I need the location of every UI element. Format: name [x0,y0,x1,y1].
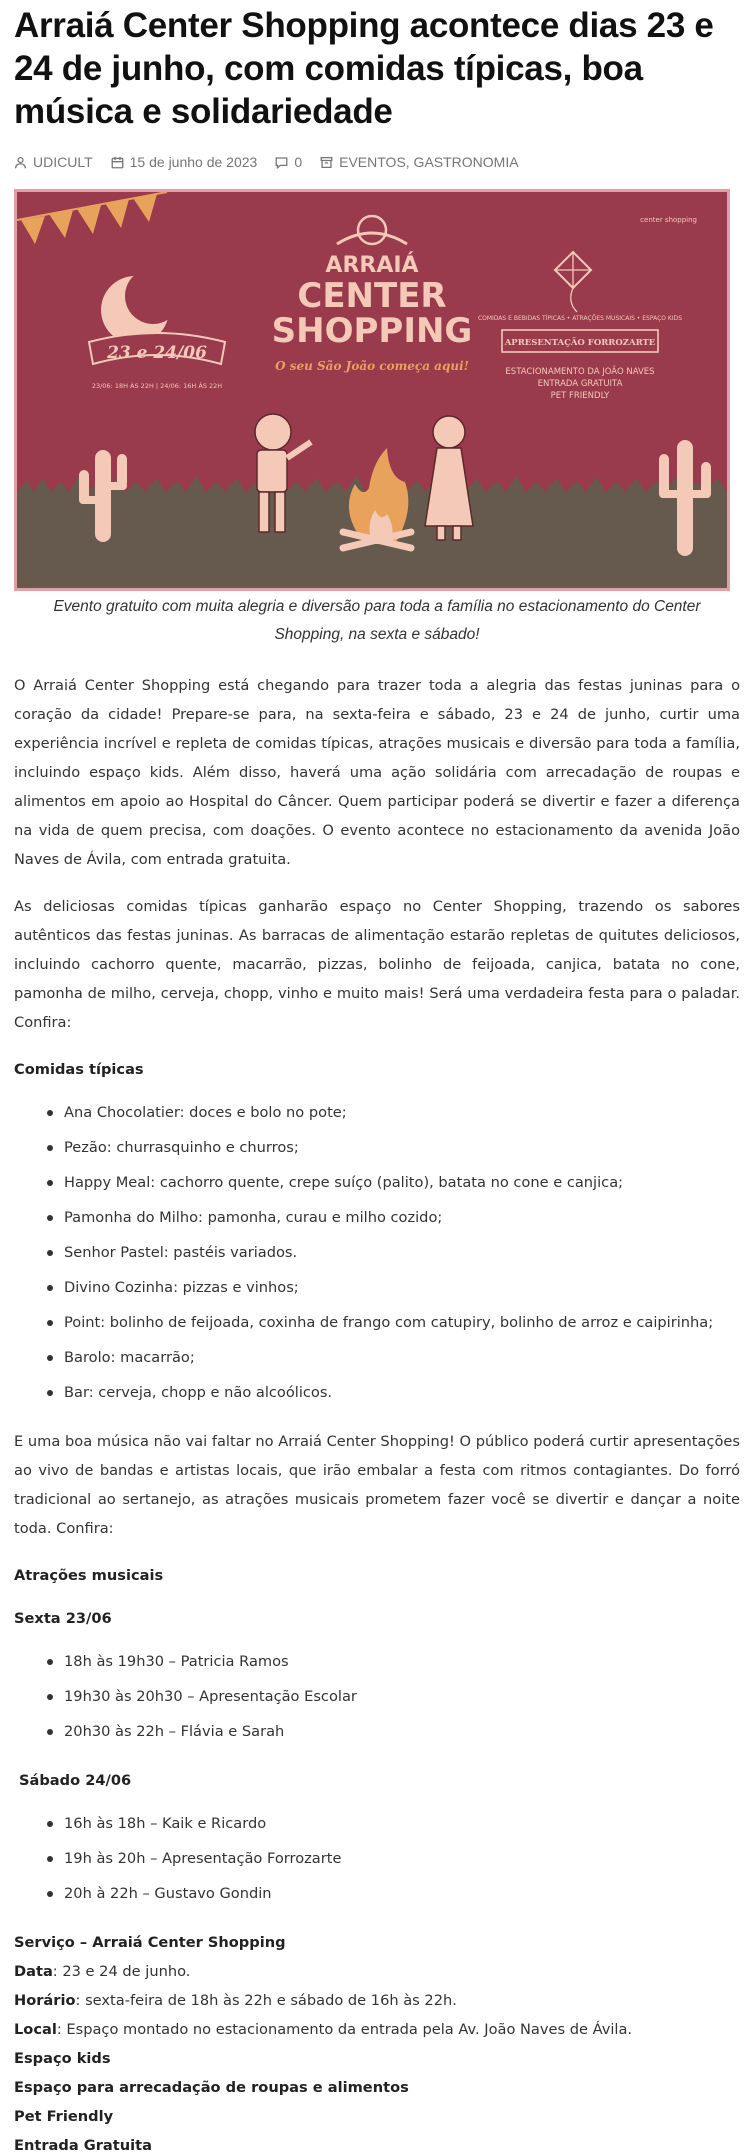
article-page [0,4,754,2152]
service-time-label: Horário [14,1992,76,2009]
list-item: Happy Meal: cachorro quente, crepe suíço (palito), batata no cone e canjica; [64,1168,740,1197]
banner-logo [272,216,473,373]
banner-title-line2: SHOPPING [271,311,473,351]
list-item: 19h30 às 20h30 – Apresentação Escolar [64,1682,740,1711]
banner-slogan: O seu São João começa aqui! [275,359,469,373]
paragraph-food: As deliciosas comidas típicas ganharão espaço no Center Shopping, trazendo os sabores autênticos das festas juninas. As barracas de alimentação estarão repletas de quitutes deliciosos, incluindo cachorro quente, macarrão, pizzas, bolinho de feijoada, canjica, batata no cone, pamonha de milho, cerveja, chopp, vinho e muito mais! Será uma verdadeira festa para o paladar. Confira: [14,898,740,1031]
food-list [14,1098,740,1407]
hat-icon [358,216,386,244]
service-heading: Serviço – Arraiá Center Shopping [14,1934,286,1951]
bonfire-icon [343,448,411,548]
meta-comments[interactable] [275,154,302,170]
dates-ribbon [89,333,225,390]
banner-location-1: ESTACIONAMENTO DA JOÃO NAVES [505,367,655,377]
meta-categories[interactable] [320,154,518,170]
list-item: Bar: cerveja, chopp e não alcoólicos. [64,1378,740,1407]
music-heading: Atrações musicais [14,1567,164,1584]
comments-count[interactable]: 0 [294,154,303,170]
meta-author[interactable] [14,154,93,170]
service-date-value: : 23 e 24 de junho. [52,1963,191,1980]
comment-icon [275,156,288,169]
list-item: Barolo: macarrão; [64,1343,740,1372]
author-link[interactable]: UDICULT [33,154,93,170]
service-date-label: Data [14,1963,53,1980]
list-item: 18h às 19h30 – Patricia Ramos [64,1647,740,1676]
banner-hours: 23/06: 18H ÀS 22H | 24/06: 16H ÀS 22H [91,382,223,390]
service-extra-donation: Espaço para arrecadação de roupas e alimentos [14,2079,409,2096]
featured-figure [14,189,740,649]
list-item: 20h à 22h – Gustavo Gondin [64,1879,740,1908]
banner-location-2: ENTRADA GRATUITA [537,379,623,389]
food-heading: Comidas típicas [14,1061,144,1078]
service-info [14,1928,740,2152]
list-item: Point: bolinho de feijoada, coxinha de frango com catupiry, bolinho de arroz e caipirinha; [64,1308,740,1337]
service-extra-pet: Pet Friendly [14,2108,114,2125]
list-item: Ana Chocolatier: doces e bolo no pote; [64,1098,740,1127]
post-date: 15 de junho de 2023 [129,154,258,170]
calendar-icon [111,156,124,169]
banner-dates: 23 e 24/06 [107,343,207,363]
woman-figure [425,416,473,540]
banner-title-line1: CENTER [297,276,447,316]
list-item: Pamonha do Milho: pamonha, curau e milho cozido; [64,1203,740,1232]
list-item: 16h às 18h – Kaik e Ricardo [64,1809,740,1838]
meta-date [111,154,258,170]
banner-title-small: ARRAIÁ [325,253,419,278]
bunting-flags [17,192,167,244]
article-title: Arraiá Center Shopping acontece dias 23 e 24 de junho, com comidas típicas, boa música e solidariedade [14,6,714,131]
service-extra-free: Entrada Gratuita [14,2137,152,2152]
list-item: 20h30 às 22h – Flávia e Sarah [64,1717,740,1746]
user-icon [14,156,27,169]
friday-heading: Sexta 23/06 [14,1610,112,1627]
list-item: Pezão: churrasquinho e churros; [64,1133,740,1162]
event-banner [14,189,730,591]
saturday-heading: Sábado 24/06 [19,1772,132,1789]
brand-logo: center shopping [640,216,697,224]
image-caption: Evento gratuito com muita alegria e diversão para toda a família no estacionamento do Center Shopping, na sexta e sábado! [53,598,701,643]
article-meta [14,151,740,173]
list-item: Divino Cozinha: pizzas e vinhos; [64,1273,740,1302]
banner-highlight: APRESENTAÇÃO FORROZARTE [504,338,656,348]
categories-link[interactable]: EVENTOS, GASTRONOMIA [339,154,519,170]
banner-location-3: PET FRIENDLY [550,391,610,401]
service-extra-kids: Espaço kids [14,2050,111,2067]
paragraph-music: E uma boa música não vai faltar no Arraiá Center Shopping! O público poderá curtir apresentações ao vivo de bandas e artistas locais, que irão embalar a festa com ritmos contagiantes. Do forró tradicional ao sertanejo, as atrações musicais prometem fazer você se divertir e dançar a noite toda. Confira: [14,1433,740,1537]
banner-illustration [17,192,727,588]
friday-list [14,1647,740,1746]
service-time-value: : sexta-feira de 18h às 22h e sábado de 16h às 22h. [75,1992,457,2009]
list-item: Senhor Pastel: pastéis variados. [64,1238,740,1267]
list-item: 19h às 20h – Apresentação Forrozarte [64,1844,740,1873]
folder-icon [320,156,333,169]
kite-icon [555,252,591,312]
service-location-label: Local [14,2021,57,2038]
banner-features: COMIDAS E BEBIDAS TÍPICAS • ATRAÇÕES MUSICAIS • ESPAÇO KIDS [477,315,683,322]
saturday-list [14,1809,740,1908]
paragraph-intro: O Arraiá Center Shopping está chegando para trazer toda a alegria das festas juninas para o coração da cidade! Prepare-se para, na sexta-feira e sábado, 23 e 24 de junho, curtir uma experiência incrível e repleta de comidas típicas, atrações musicais e diversão para toda a família, incluindo espaço kids. Além disso, haverá uma ação solidária com arrecadação de roupas e alimentos em apoio ao Hospital do Câncer. Quem participar poderá se divertir e fazer a diferença na vida de quem precisa, com doações. O evento acontece no estacionamento da avenida João Naves de Ávila, com entrada gratuita. [14,677,740,868]
article-content [14,671,740,2152]
service-location-value: : Espaço montado no estacionamento da entrada pela Av. João Naves de Ávila. [56,2021,633,2038]
